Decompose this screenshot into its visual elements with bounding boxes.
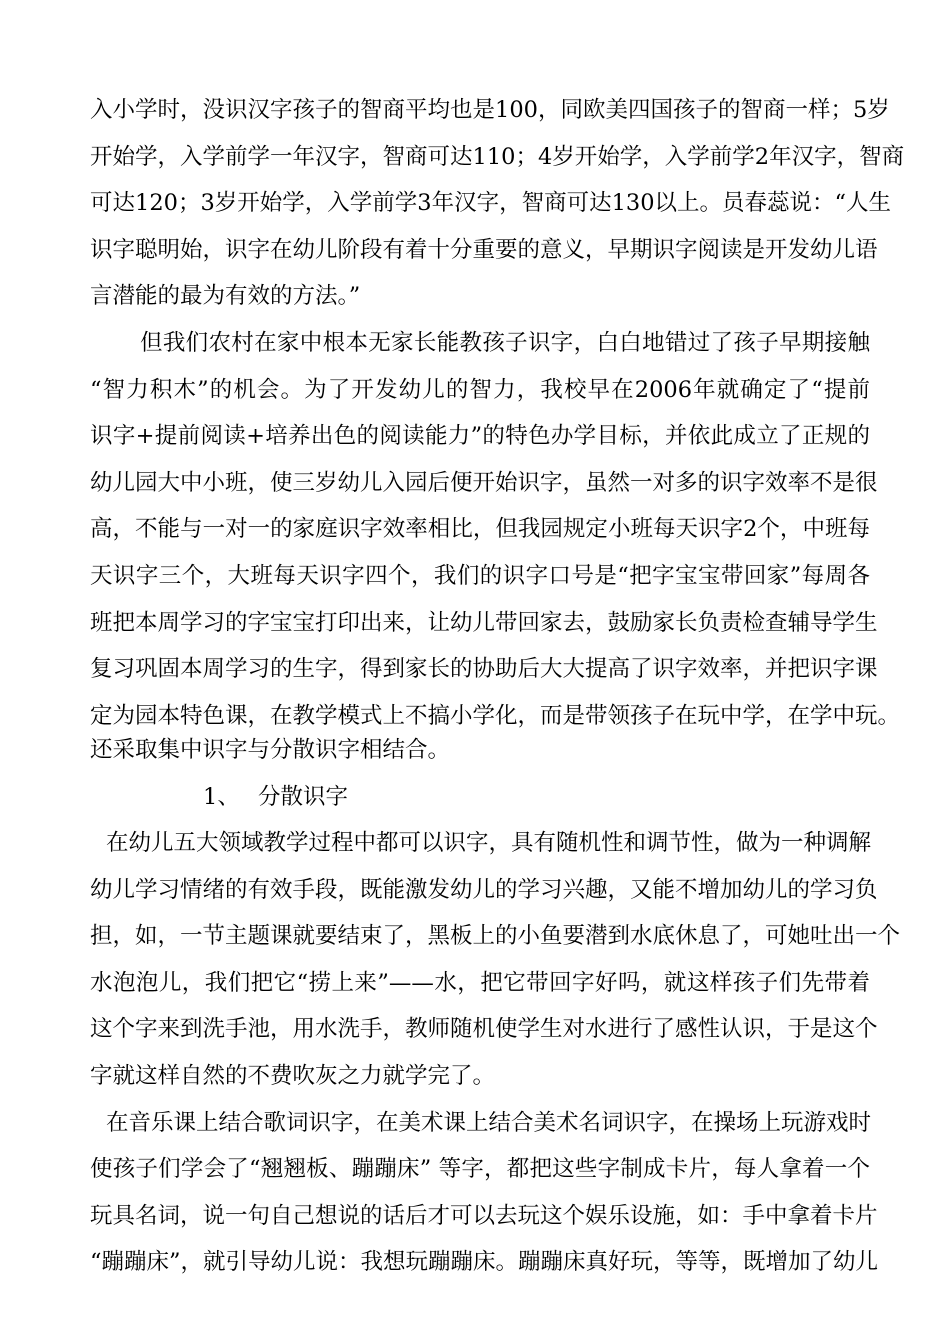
text-line: 但我们农村在家中根本无家长能教孩子识字，白白地错过了孩子早期接触 <box>140 330 870 356</box>
text-line: “蹦蹦床”，就引导幼儿说：我想玩蹦蹦床。蹦蹦床真好玩，等等，既增加了幼儿 <box>90 1249 879 1275</box>
text-line: 使孩子们学会了“翘翘板、蹦蹦床” 等字，都把这些字制成卡片，每人拿着一个 <box>90 1156 870 1182</box>
text-line: 言潜能的最为有效的方法。” <box>90 283 361 309</box>
text-line: 定为园本特色课，在教学模式上不搞小学化，而是带领孩子在玩中学，在学中玩。 <box>90 703 901 729</box>
text-line: 开始学，入学前学一年汉字，智商可达110；4岁开始学，入学前学2年汉字，智商 <box>90 144 905 170</box>
text-line: 高，不能与一对一的家庭识字效率相比，但我园规定小班每天识字2个，中班每 <box>90 516 870 542</box>
heading-number: 1、 <box>203 784 240 810</box>
text-line: 幼儿园大中小班，使三岁幼儿入园后便开始识字，虽然一对多的识字效率不是很 <box>90 470 878 496</box>
text-line: 在音乐课上结合歌词识字，在美术课上结合美术名词识字，在操场上玩游戏时 <box>106 1110 872 1136</box>
text-line: 水泡泡儿，我们把它“捞上来”——水，把它带回字好吗，就这样孩子们先带着 <box>90 970 870 996</box>
text-line: 入小学时，没识汉字孩子的智商平均也是100，同欧美四国孩子的智商一样；5岁 <box>90 97 890 123</box>
text-line: 可达120；3岁开始学，入学前学3年汉字，智商可达130以上。员春蕊说：“人生 <box>90 190 892 216</box>
text-line: 在幼儿五大领域教学过程中都可以识字，具有随机性和调节性，做为一种调解 <box>106 830 872 856</box>
text-line: “智力积木”的机会。为了开发幼儿的智力，我校早在2006年就确定了“提前 <box>90 377 870 403</box>
text-line: 识字+提前阅读+培养出色的阅读能力”的特色办学目标，并依此成立了正规的 <box>90 423 870 449</box>
text-line: 还采取集中识字与分散识字相结合。 <box>90 737 451 763</box>
text-line: 幼儿学习情绪的有效手段，既能激发幼儿的学习兴趣，又能不增加幼儿的学习负 <box>90 877 878 903</box>
text-line: 复习巩固本周学习的生字，得到家长的协助后大大提高了识字效率，并把识字课 <box>90 656 878 682</box>
text-line: 这个字来到洗手池，用水洗手，教师随机使学生对水进行了感性认识，于是这个 <box>90 1016 878 1042</box>
heading-title: 分散识字 <box>258 784 349 810</box>
text-line: 玩具名词，说一句自己想说的话后才可以去玩这个娱乐设施，如：手中拿着卡片 <box>90 1203 878 1229</box>
text-line: 天识字三个，大班每天识字四个，我们的识字口号是“把字宝宝带回家”每周各 <box>90 563 870 589</box>
text-line: 班把本周学习的字宝宝打印出来，让幼儿带回家去，鼓励家长负责检查辅导学生 <box>90 610 878 636</box>
text-line: 担，如，一节主题课就要结束了，黑板上的小鱼要潜到水底休息了，可她吐出一个 <box>90 923 901 949</box>
text-line: 识字聪明始，识字在幼儿阶段有着十分重要的意义，早期识字阅读是开发幼儿语 <box>90 237 878 263</box>
text-line: 字就这样自然的不费吹灰之力就学完了。 <box>90 1063 496 1089</box>
